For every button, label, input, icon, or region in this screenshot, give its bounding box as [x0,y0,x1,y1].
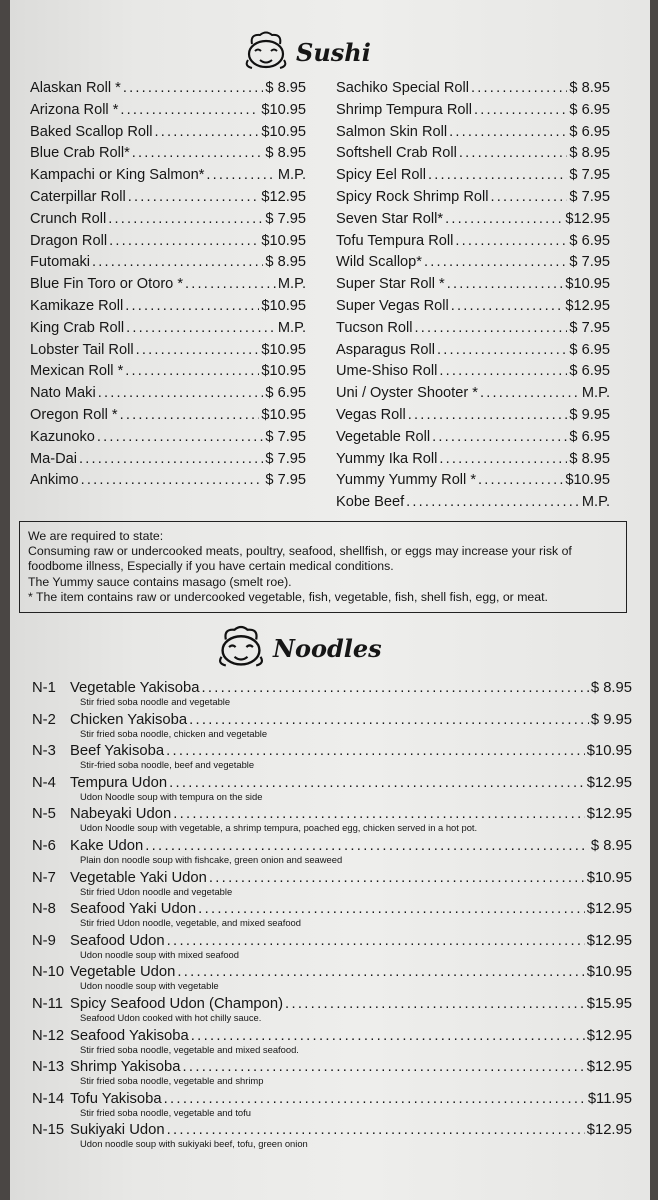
item-name: Kamikaze Roll [30,297,124,314]
leader-dots [132,145,264,161]
menu-item [336,167,610,189]
noodle-description: Udon noodle soup with mixed seafood [80,948,239,960]
item-price: $10.95 [261,406,306,423]
item-name: Oregon Roll * [30,406,118,423]
noodle-price: $12.95 [586,932,632,949]
noodle-price: $12.95 [586,901,632,918]
noodle-line [32,712,632,728]
item-name: Mexican Roll * [30,363,124,380]
noodle-line [32,1028,632,1044]
noodle-price: $10.95 [586,869,632,886]
notice-line: foodbome illness, Especially if you have certain medical conditions. [28,559,394,574]
leader-dots [189,712,589,728]
noodle-item [32,869,632,897]
noodle-item [32,774,632,802]
menu-item [336,80,610,102]
item-name: Spicy Eel Roll [336,167,427,184]
item-name: Ume-Shiso Roll [336,363,438,380]
item-name: Caterpillar Roll [30,188,126,205]
noodle-name: Tempura Udon [70,774,168,791]
noodle-item [32,806,632,834]
item-price: $ 7.95 [265,472,306,489]
leader-dots [120,102,259,118]
menu-item [30,145,306,167]
item-name: King Crab Roll [30,319,125,336]
noodle-code: N-13 [32,1059,65,1076]
chef-face-icon [215,624,267,673]
noodle-name: Chicken Yakisoba [70,711,188,728]
item-price: $10.95 [261,363,306,380]
menu-item [30,167,306,189]
item-name: Blue Crab Roll* [30,145,130,162]
menu-item [30,211,306,233]
item-name: Tucson Roll [336,319,413,336]
leader-dots [177,964,584,980]
menu-item [336,451,610,473]
noodle-price: $12.95 [586,1059,632,1076]
item-price: $ 9.95 [569,406,610,423]
leader-dots [201,680,588,696]
item-price: M.P. [277,276,306,293]
menu-item [30,429,306,451]
menu-item [30,276,306,298]
item-price: $10.95 [565,276,610,293]
noodle-name: Beef Yakisoba [70,743,165,760]
leader-dots [167,933,585,949]
leader-dots [451,298,564,314]
item-name: Blue Fin Toro or Otoro * [30,276,184,293]
menu-item [336,385,610,407]
noodle-code: N-8 [32,901,56,918]
item-price: $10.95 [261,341,306,358]
leader-dots [125,298,259,314]
menu-item [336,363,610,385]
item-price: $ 6.95 [569,232,610,249]
leader-dots [437,342,567,358]
leader-dots [206,167,275,183]
item-name: Kazunoko [30,428,95,445]
noodle-price: $12.95 [586,1027,632,1044]
menu-item [336,407,610,429]
menu-item [30,254,306,276]
leader-dots [125,363,259,379]
leader-dots [109,233,259,249]
item-price: $10.95 [261,101,306,118]
menu-item [336,429,610,451]
item-name: Softshell Crab Roll [336,145,457,162]
item-price: $ 8.95 [265,80,306,96]
noodle-description: Stir fried Udon noodle, vegetable, and mixed seafood [80,917,301,929]
item-price: $ 6.95 [569,341,610,358]
leader-dots [98,385,264,401]
leader-dots [480,385,580,401]
item-price: $ 6.95 [569,123,610,140]
leader-dots [471,80,567,96]
noodle-code: N-3 [32,743,56,760]
leader-dots [173,806,585,822]
leader-dots [415,320,568,336]
menu-item [30,363,306,385]
item-price: $ 6.95 [569,428,610,445]
leader-dots [128,189,260,205]
leader-dots [126,320,276,336]
noodle-item [32,932,632,960]
item-price: $ 7.95 [265,450,306,467]
noodle-price: $ 9.95 [590,711,632,728]
item-price: $ 7.95 [265,428,306,445]
noodle-price: $15.95 [586,996,632,1012]
menu-item [30,472,306,494]
noodle-code: N-1 [32,680,56,696]
noodle-item [32,1027,632,1055]
leader-dots [167,1122,585,1138]
noodle-item [32,901,632,929]
leader-dots [447,276,564,292]
noodle-name: Seafood Yakisoba [70,1027,189,1044]
leader-dots [92,254,263,270]
menu-item [30,451,306,473]
notice-line: We are required to state: [28,529,164,543]
noodle-code: N-10 [32,964,65,981]
menu-item [30,407,306,429]
noodle-code: N-9 [32,932,56,949]
item-price: M.P. [277,167,306,184]
item-price: $ 7.95 [569,188,610,205]
leader-dots [123,80,264,96]
leader-dots [97,429,264,445]
menu-item [336,342,610,364]
item-name: Super Star Roll * [336,276,445,293]
menu-item [336,298,610,320]
menu-item [30,233,306,255]
leader-dots [459,145,568,161]
noodle-price: $11.95 [587,1090,632,1107]
health-notice [19,521,627,613]
noodle-description: Udon Noodle soup with vegetable, a shrimp tempura, poached egg, chicken served in a hot pot. [80,822,478,834]
item-price: $ 8.95 [265,254,306,271]
item-name: Futomaki [30,254,91,271]
noodle-code: N-15 [32,1122,65,1139]
item-name: Uni / Oyster Shooter * [336,385,478,402]
chef-face-icon [242,30,290,75]
item-name: Seven Star Roll* [336,210,444,227]
noodle-name: Kake Udon [70,838,144,854]
item-price: M.P. [277,319,306,336]
item-name: Arizona Roll * [30,101,119,118]
menu-item [336,320,610,342]
item-price: $10.95 [565,472,610,489]
item-name: Vegetable Roll [336,428,431,445]
noodle-name: Seafood Udon [70,932,165,949]
item-price: $10.95 [261,232,306,249]
leader-dots [449,124,567,140]
noodle-description: Udon noodle soup with vegetable [80,980,219,992]
item-name: Lobster Tail Roll [30,341,134,358]
item-name: Shrimp Tempura Roll [336,101,472,118]
item-price: $ 7.95 [569,254,610,271]
item-name: Alaskan Roll * [30,80,121,96]
item-price: M.P. [581,494,610,511]
leader-dots [164,1091,586,1107]
noodle-code: N-2 [32,711,56,728]
item-price: $ 7.95 [265,210,306,227]
item-price: $ 8.95 [569,80,610,96]
leader-dots [474,102,567,118]
leader-dots [120,407,260,423]
noodle-line [32,680,632,696]
noodle-description: Stir-fried soba noodle, beef and vegetable [80,759,255,771]
menu-item [336,494,610,516]
noodle-line [32,806,632,822]
notice-line: * The item contains raw or undercooked vegetable, fish, vegetable, fish, shell fish, egg, or meat. [28,589,548,604]
notice-line: Consuming raw or undercooked meats, poultry, seafood, shellfish, or eggs may increase your risk of [28,544,572,559]
menu-item [30,298,306,320]
item-price: $12.95 [261,188,306,205]
noodles-title: Noodles [273,634,382,663]
noodle-code: N-12 [32,1027,65,1044]
noodle-description: Udon noodle soup with sukiyaki beef, tofu, green onion [80,1138,308,1150]
leader-dots [432,429,567,445]
noodle-line [32,1091,632,1107]
noodle-name: Vegetable Yaki Udon [70,869,207,886]
item-price: $ 7.95 [569,167,610,184]
noodle-price: $10.95 [586,743,632,760]
noodle-item [32,1090,632,1118]
leader-dots [209,870,585,886]
item-name: Kobe Beef [336,494,405,511]
menu-item [336,254,610,276]
noodle-code: N-4 [32,774,56,791]
noodle-line [32,870,632,886]
noodle-name: Vegetable Yakisoba [70,680,200,696]
menu-item [336,124,610,146]
menu-page [10,0,650,1200]
noodle-name: Seafood Yaki Udon [70,901,197,918]
item-price: $ 8.95 [569,450,610,467]
item-price: $10.95 [261,297,306,314]
menu-item [336,472,610,494]
noodle-name: Spicy Seafood Udon (Champon) [70,996,284,1012]
noodle-name: Nabeyaki Udon [70,806,172,823]
item-price: $ 8.95 [265,145,306,162]
noodle-description: Stir fried soba noodle and vegetable [80,696,231,707]
item-name: Spicy Rock Shrimp Roll [336,188,489,205]
item-price: $ 7.95 [569,319,610,336]
item-price: $ 6.95 [569,101,610,118]
noodle-line [32,743,632,759]
noodle-item [32,711,632,739]
leader-dots [166,743,585,759]
menu-item [336,276,610,298]
item-price: M.P. [581,385,610,402]
leader-dots [79,451,263,467]
leader-dots [198,901,585,917]
noodle-description: Stir fried soba noodle, vegetable and tofu [80,1106,251,1118]
sushi-header [242,30,371,75]
leader-dots [169,775,585,791]
leader-dots [455,233,567,249]
leader-dots [136,342,260,358]
noodle-item [32,1122,632,1150]
noodle-line [32,1059,632,1075]
menu-item [336,211,610,233]
noodle-code: N-11 [32,996,63,1012]
noodle-price: $10.95 [586,964,632,981]
noodle-item [32,964,632,992]
noodle-name: Shrimp Yakisoba [70,1059,181,1076]
leader-dots [191,1028,585,1044]
noodle-name: Tofu Yakisoba [70,1090,162,1107]
noodle-line [32,775,632,791]
noodle-price: $12.95 [586,1122,632,1139]
noodle-line [32,964,632,980]
item-name: Baked Scallop Roll [30,123,153,140]
noodle-code: N-6 [32,838,56,854]
leader-dots [445,211,563,227]
item-name: Ankimo [30,472,79,489]
item-name: Salmon Skin Roll [336,123,448,140]
leader-dots [478,472,563,488]
noodle-code: N-5 [32,806,56,823]
noodle-name: Vegetable Udon [70,964,176,981]
leader-dots [439,451,567,467]
menu-item [336,145,610,167]
item-price: $12.95 [565,210,610,227]
item-name: Sachiko Special Roll [336,80,470,96]
leader-dots [439,363,567,379]
item-price: $12.95 [565,297,610,314]
noodle-item [32,838,632,865]
noodle-line [32,838,632,854]
noodle-price: $12.95 [586,806,632,823]
noodle-description: Plain don noodle soup with fishcake, green onion and seaweed [80,854,343,865]
item-name: Crunch Roll [30,210,107,227]
noodle-price: $ 8.95 [590,680,632,696]
noodle-line [32,996,632,1012]
leader-dots [408,407,568,423]
menu-item [30,80,306,102]
item-price: $ 6.95 [265,385,306,402]
leader-dots [490,189,567,205]
menu-item [30,189,306,211]
noodle-item [32,743,632,771]
noodle-item [32,996,632,1023]
noodle-description: Stir fried soba noodle, vegetable and mixed seafood. [80,1043,299,1055]
leader-dots [185,276,276,292]
item-name: Yummy Ika Roll [336,450,438,467]
item-price: $ 6.95 [569,363,610,380]
noodle-code: N-14 [32,1090,65,1107]
item-name: Nato Maki [30,385,96,402]
item-name: Tofu Tempura Roll [336,232,454,249]
item-name: Wild Scallop* [336,254,422,271]
leader-dots [155,124,260,140]
item-name: Dragon Roll [30,232,108,249]
noodle-line [32,901,632,917]
noodle-item [32,1059,632,1087]
noodle-description: Stir fried soba noodle, chicken and vegetable [80,727,268,739]
item-name: Yummy Yummy Roll * [336,472,477,489]
leader-dots [428,167,567,183]
leader-dots [145,838,589,854]
noodle-description: Seafood Udon cooked with hot chilly sauce. [80,1012,262,1023]
sushi-left-column [30,80,306,494]
notice-line: The Yummy sauce contains masago (smelt roe). [28,574,292,589]
menu-item [336,102,610,124]
menu-item [30,342,306,364]
noodle-line [32,1122,632,1138]
leader-dots [285,996,585,1012]
noodle-price: $12.95 [586,774,632,791]
noodle-description: Udon Noodle soup with tempura on the side [80,790,263,802]
leader-dots [183,1059,585,1075]
leader-dots [108,211,263,227]
menu-item [336,233,610,255]
item-name: Asparagus Roll [336,341,435,358]
menu-item [30,102,306,124]
item-name: Kampachi or King Salmon* [30,167,205,184]
item-price: $ 8.95 [569,145,610,162]
noodle-price: $ 8.95 [590,838,632,854]
noodle-description: Stir fried soba noodle, vegetable and shrimp [80,1075,264,1087]
sushi-right-column [336,80,610,516]
sushi-title: Sushi [296,38,371,67]
item-name: Vegas Roll [336,406,406,423]
menu-item [336,189,610,211]
noodle-name: Sukiyaki Udon [70,1122,165,1139]
menu-item [30,320,306,342]
leader-dots [424,254,567,270]
item-name: Super Vegas Roll [336,297,449,314]
item-name: Ma-Dai [30,450,78,467]
noodles-header [215,624,382,673]
noodle-description: Stir fried Udon noodle and vegetable [80,885,233,897]
noodle-code: N-7 [32,869,56,886]
noodle-item [32,680,632,707]
menu-item [30,385,306,407]
noodle-line [32,933,632,949]
leader-dots [406,494,580,510]
menu-item [30,124,306,146]
item-price: $10.95 [261,123,306,140]
leader-dots [81,472,264,488]
